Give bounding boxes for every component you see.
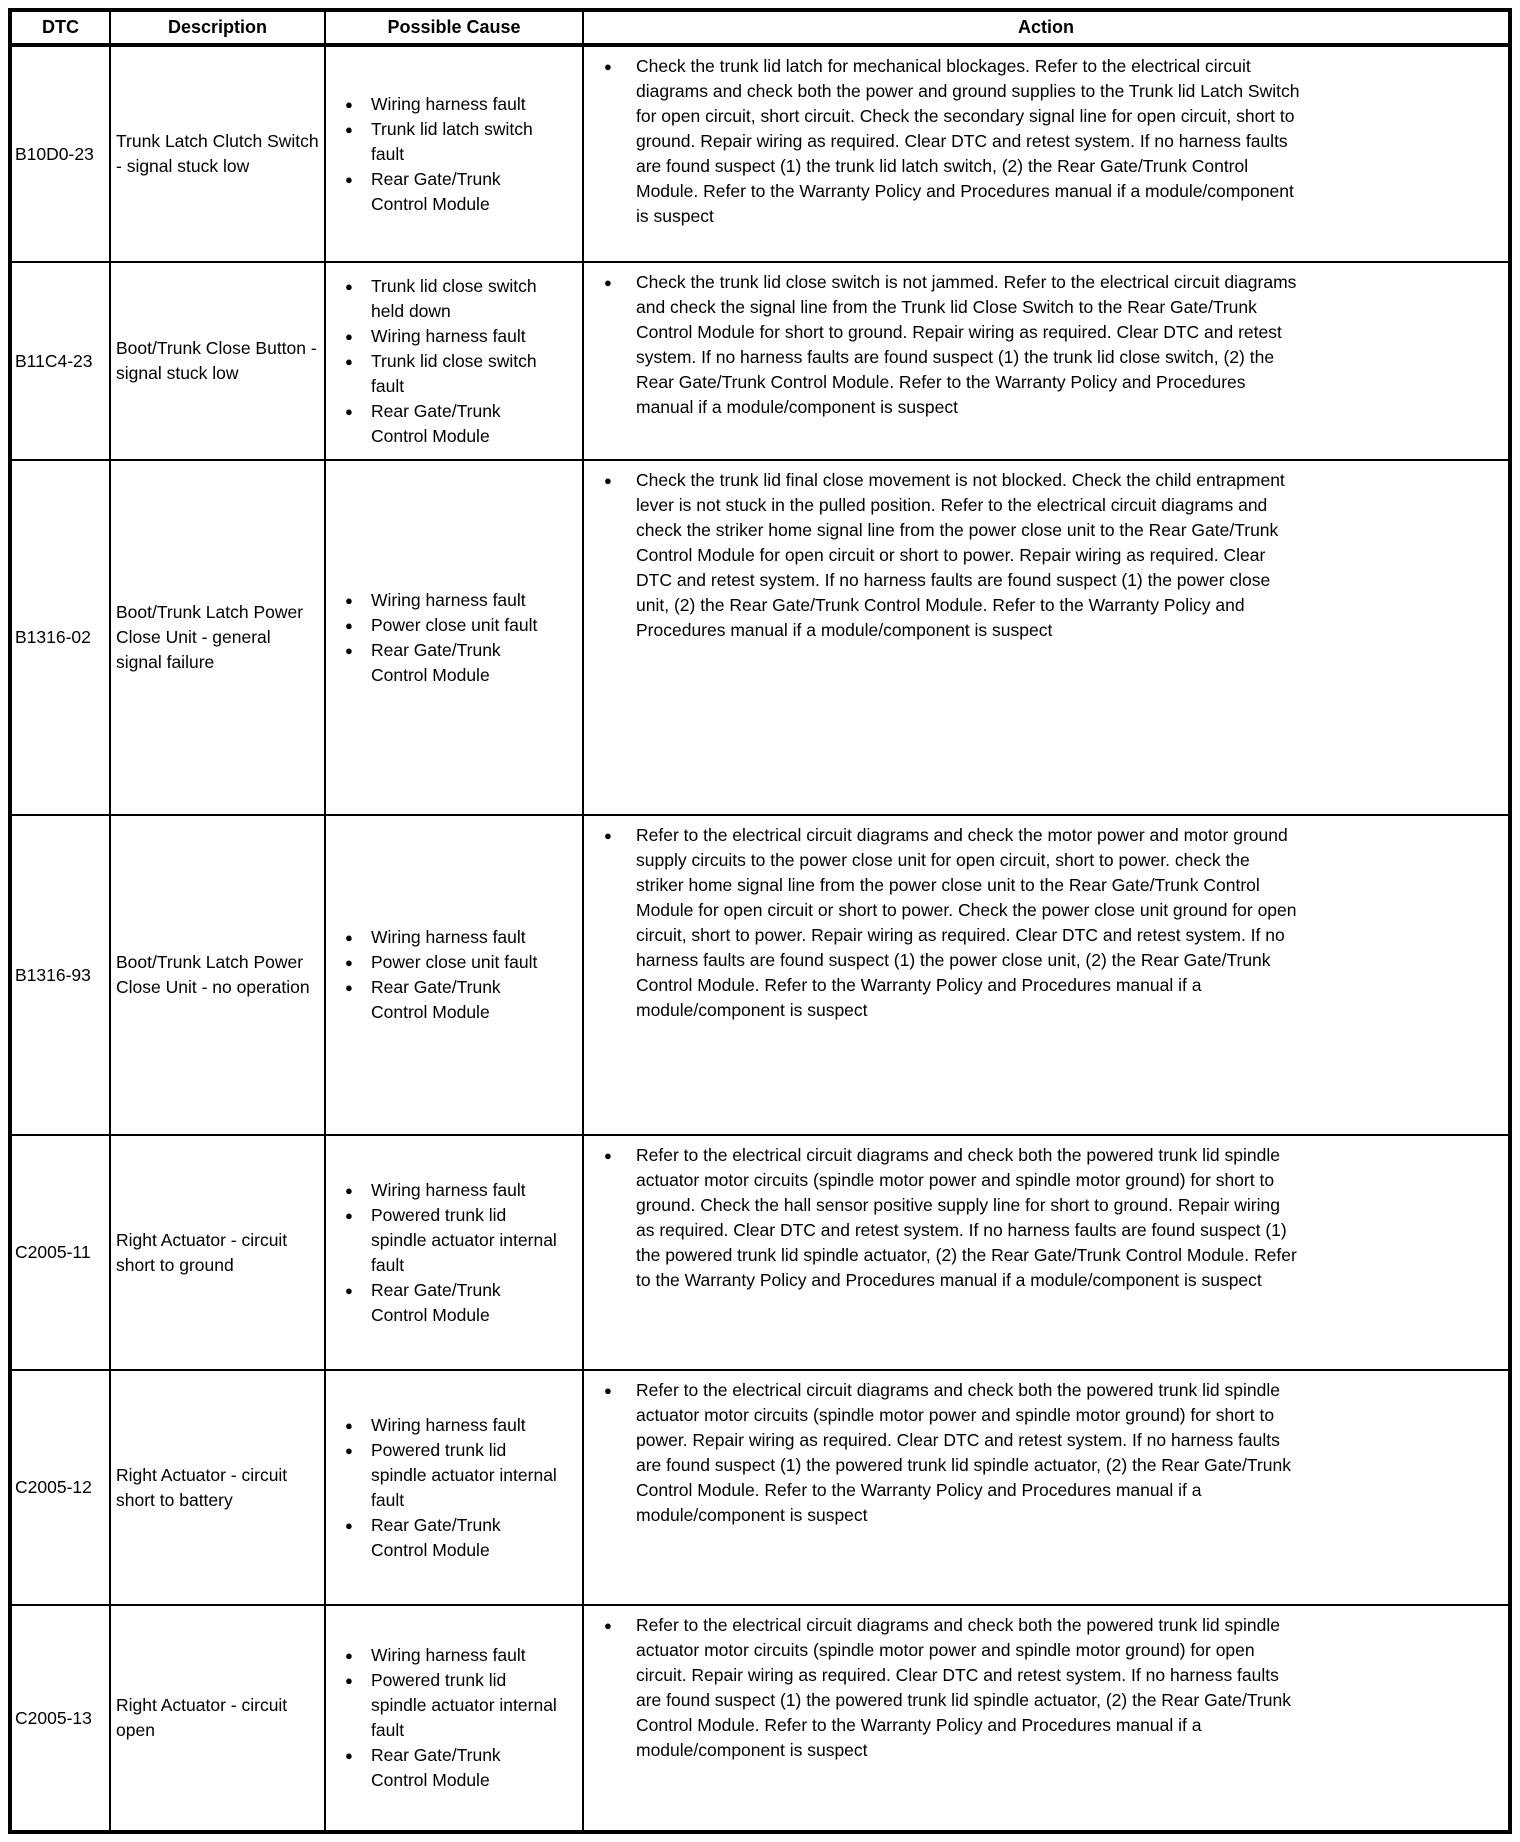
description-cell (110, 815, 325, 1135)
bullet-icon: ● (604, 473, 612, 488)
dtc-description: Right Actuator - circuit short to ground (116, 1229, 288, 1275)
action-cell (583, 1370, 1510, 1605)
possible-cause-cell (325, 1605, 583, 1832)
column-header: DTC (10, 10, 110, 45)
list-item (342, 399, 578, 449)
cause-text: Trunk lid close switch held down (371, 275, 537, 321)
cause-text: Power close unit fault (371, 614, 538, 635)
bullet-icon: ● (345, 955, 353, 970)
dtc-description: Right Actuator - circuit short to battery (116, 1464, 288, 1510)
cause-text: Rear Gate/Trunk Control Module (371, 977, 501, 1022)
list-item (596, 1143, 1500, 1293)
bullet-icon: ● (345, 353, 353, 369)
action-text: Refer to the electrical circuit diagrams and check the motor power and motor ground supply circuits to the power close unit for open circuit, short to power. check the striker home signal line from the power close unit to the Rear Gate/Trunk Control Module for open circuit or short to power. Check the power close unit ground for open circuit, short to power. Repair wiring as required. Clear DTC and retest system. If no harness faults are found suspect (1) the power close unit, (2) the Rear Gate/Trunk Control Module. Refer to the Warranty Policy and Procedures manual if a module/component is suspect (636, 825, 1297, 1020)
bullet-icon: ● (345, 1442, 353, 1458)
list-item (342, 324, 578, 349)
list-item (596, 1613, 1500, 1763)
column-header: Action (583, 10, 1510, 45)
cause-text: Wiring harness fault (371, 589, 526, 610)
list-item (596, 823, 1500, 1023)
bullet-icon: ● (604, 1383, 612, 1398)
cause-list (342, 588, 578, 688)
cause-list (342, 925, 578, 1025)
action-list (596, 823, 1500, 1023)
table-row (10, 1135, 1510, 1370)
action-text: Check the trunk lid final close movement is not blocked. Check the child entrapment lever is not stuck in the pulled position. Refer to the electrical circuit diagrams and check the striker home signal line from the power close unit to the Rear Gate/Trunk Control Module for open circuit or short to power. Repair wiring as required. Clear DTC and retest system. If no harness faults are found suspect (1) the power close unit, (2) the Rear Gate/Trunk Control Module. Refer to the Warranty Policy and Procedures manual if a module/component is suspect (636, 470, 1285, 640)
cause-text: Trunk lid close switch fault (371, 350, 537, 396)
list-item (342, 975, 578, 1025)
list-item (342, 1203, 578, 1278)
bullet-icon: ● (345, 930, 353, 945)
description-cell (110, 1135, 325, 1370)
action-cell (583, 815, 1510, 1135)
action-list (596, 270, 1500, 420)
bullet-icon: ● (345, 1417, 353, 1433)
action-cell (583, 1605, 1510, 1832)
list-item (342, 1643, 578, 1668)
list-item (596, 270, 1500, 420)
possible-cause-cell (325, 815, 583, 1135)
bullet-icon: ● (345, 1182, 353, 1198)
action-list (596, 54, 1500, 229)
bullet-icon: ● (345, 592, 353, 608)
possible-cause-cell (325, 45, 583, 262)
list-item (342, 1178, 578, 1203)
action-text: Refer to the electrical circuit diagrams and check both the powered trunk lid spindle actuator motor circuits (spindle motor power and spindle motor ground) for short to ground. Check the hall sensor positive supply line for short to ground. Repair wiring as required. Clear DTC and retest system. If no harness faults are found suspect (1) the powered trunk lid spindle actuator, (2) the Rear Gate/Trunk Control Module. Refer to the Warranty Policy and Procedures manual if a module/component is suspect (636, 1145, 1297, 1290)
list-item (342, 167, 578, 217)
dtc-description: Boot/Trunk Close Button - signal stuck low (116, 338, 317, 383)
bullet-icon: ● (345, 1207, 353, 1223)
cause-text: Wiring harness fault (371, 325, 526, 346)
list-item (596, 1378, 1500, 1528)
bullet-icon: ● (345, 980, 353, 995)
list-item (342, 613, 578, 638)
dtc-code-cell (10, 1135, 110, 1370)
bullet-icon: ● (345, 1673, 353, 1688)
cause-text: Wiring harness fault (371, 93, 526, 114)
cause-text: Rear Gate/Trunk Control Module (371, 639, 501, 685)
cause-text: Powered trunk lid spindle actuator internal fault (371, 1439, 557, 1510)
list-item (342, 1743, 578, 1793)
dtc-code-cell (10, 460, 110, 815)
action-cell (583, 460, 1510, 815)
dtc-table (8, 8, 1512, 1834)
cause-list (342, 1413, 578, 1563)
description-cell (110, 262, 325, 460)
dtc-code: C2005-12 (15, 1477, 92, 1497)
cause-text: Rear Gate/Trunk Control Module (371, 168, 501, 214)
dtc-code-cell (10, 262, 110, 460)
description-cell (110, 460, 325, 815)
bullet-icon: ● (345, 1282, 353, 1298)
bullet-icon: ● (345, 642, 353, 658)
list-item (342, 117, 578, 167)
cause-text: Rear Gate/Trunk Control Module (371, 1745, 501, 1790)
table-row (10, 815, 1510, 1135)
dtc-code: B11C4-23 (15, 350, 93, 371)
bullet-icon: ● (345, 121, 353, 137)
action-cell (583, 45, 1510, 262)
dtc-code-cell (10, 815, 110, 1135)
dtc-code: B10D0-23 (15, 143, 94, 164)
cause-text: Rear Gate/Trunk Control Module (371, 400, 501, 446)
action-list (596, 1378, 1500, 1528)
cause-text: Wiring harness fault (371, 1414, 526, 1435)
dtc-code-cell (10, 1370, 110, 1605)
description-cell (110, 1370, 325, 1605)
cause-list (342, 274, 578, 449)
action-list (596, 468, 1500, 643)
dtc-code: B1316-02 (15, 627, 91, 647)
list-item (342, 92, 578, 117)
cause-text: Wiring harness fault (371, 1645, 526, 1665)
action-cell (583, 1135, 1510, 1370)
action-cell (583, 262, 1510, 460)
bullet-icon: ● (345, 171, 353, 187)
dtc-description: Boot/Trunk Latch Power Close Unit - no operation (116, 952, 310, 997)
cause-list (342, 1178, 578, 1328)
table-row (10, 262, 1510, 460)
description-cell (110, 45, 325, 262)
bullet-icon: ● (345, 1748, 353, 1763)
bullet-icon: ● (604, 59, 612, 74)
possible-cause-cell (325, 1135, 583, 1370)
bullet-icon: ● (345, 1648, 353, 1663)
action-list (596, 1613, 1500, 1763)
list-item (342, 1413, 578, 1438)
list-item (342, 349, 578, 399)
possible-cause-cell (325, 262, 583, 460)
possible-cause-cell (325, 460, 583, 815)
cause-text: Powered trunk lid spindle actuator internal fault (371, 1204, 557, 1275)
dtc-description: Trunk Latch Clutch Switch - signal stuck low (116, 131, 319, 176)
dtc-description: Boot/Trunk Latch Power Close Unit - general signal failure (116, 602, 304, 672)
bullet-icon: ● (604, 275, 612, 290)
dtc-code: C2005-11 (15, 1242, 91, 1262)
cause-text: Powered trunk lid spindle actuator internal fault (371, 1670, 557, 1740)
dtc-description: Right Actuator - circuit open (116, 1695, 288, 1740)
cause-list (342, 1643, 578, 1793)
dtc-code: C2005-13 (15, 1707, 92, 1728)
header-row (10, 10, 1510, 45)
bullet-icon: ● (604, 828, 612, 843)
bullet-icon: ● (345, 403, 353, 419)
list-item (342, 588, 578, 613)
bullet-icon: ● (345, 278, 353, 294)
dtc-code-cell (10, 1605, 110, 1832)
cause-text: Trunk lid latch switch fault (371, 118, 533, 164)
table-row (10, 1370, 1510, 1605)
table-row (10, 1605, 1510, 1832)
cause-text: Wiring harness fault (371, 927, 526, 947)
list-item (596, 468, 1500, 643)
list-item (596, 54, 1500, 229)
table-row (10, 460, 1510, 815)
list-item (342, 1668, 578, 1743)
list-item (342, 1438, 578, 1513)
bullet-icon: ● (345, 96, 353, 112)
possible-cause-cell (325, 1370, 583, 1605)
bullet-icon: ● (345, 1517, 353, 1533)
action-text: Refer to the electrical circuit diagrams and check both the powered trunk lid spindle actuator motor circuits (spindle motor power and spindle motor ground) for open circuit. Repair wiring as required. Clear DTC and retest system. If no harness faults are found suspect (1) the powered trunk lid spindle actuator, (2) the Rear Gate/Trunk Control Module. Refer to the Warranty Policy and Procedures manual if a module/component is suspect (636, 1615, 1291, 1760)
list-item (342, 274, 578, 324)
bullet-icon: ● (604, 1148, 612, 1163)
cause-text: Rear Gate/Trunk Control Module (371, 1514, 501, 1560)
table-row (10, 45, 1510, 262)
table-header (10, 10, 1510, 45)
action-text: Check the trunk lid close switch is not jammed. Refer to the electrical circuit diagrams and check the signal line from the Trunk lid Close Switch to the Rear Gate/Trunk Control Module for short to ground. Repair wiring as required. Clear DTC and retest system. If no harness faults are found suspect (1) the trunk lid close switch, (2) the Rear Gate/Trunk Control Module. Refer to the Warranty Policy and Procedures manual if a module/component is suspect (636, 272, 1297, 417)
bullet-icon: ● (345, 328, 353, 344)
dtc-code-cell (10, 45, 110, 262)
dtc-code: B1316-93 (15, 964, 91, 985)
action-text: Check the trunk lid latch for mechanical blockages. Refer to the electrical circuit diagrams and check both the power and ground supplies to the Trunk lid Latch Switch for open circuit, short circuit. Check the secondary signal line for open circuit, short to ground. Repair wiring as required. Clear DTC and retest system. If no harness faults are found suspect (1) the trunk lid latch switch, (2) the Rear Gate/Trunk Control Module. Refer to the Warranty Policy and Procedures manual if a module/component is suspect (636, 56, 1300, 226)
cause-text: Rear Gate/Trunk Control Module (371, 1279, 501, 1325)
column-header: Description (110, 10, 325, 45)
list-item (342, 1513, 578, 1563)
cause-text: Power close unit fault (371, 952, 538, 972)
list-item (342, 638, 578, 688)
bullet-icon: ● (345, 617, 353, 633)
cause-list (342, 92, 578, 217)
list-item (342, 1278, 578, 1328)
action-text: Refer to the electrical circuit diagrams and check both the powered trunk lid spindle actuator motor circuits (spindle motor power and spindle motor ground) for short to power. Repair wiring as required. Clear DTC and retest system. If no harness faults are found suspect (1) the powered trunk lid spindle actuator, (2) the Rear Gate/Trunk Control Module. Refer to the Warranty Policy and Procedures manual if a module/component is suspect (636, 1380, 1291, 1525)
cause-text: Wiring harness fault (371, 1179, 526, 1200)
action-list (596, 1143, 1500, 1293)
list-item (342, 925, 578, 950)
list-item (342, 950, 578, 975)
bullet-icon: ● (604, 1618, 612, 1633)
column-header: Possible Cause (325, 10, 583, 45)
description-cell (110, 1605, 325, 1832)
